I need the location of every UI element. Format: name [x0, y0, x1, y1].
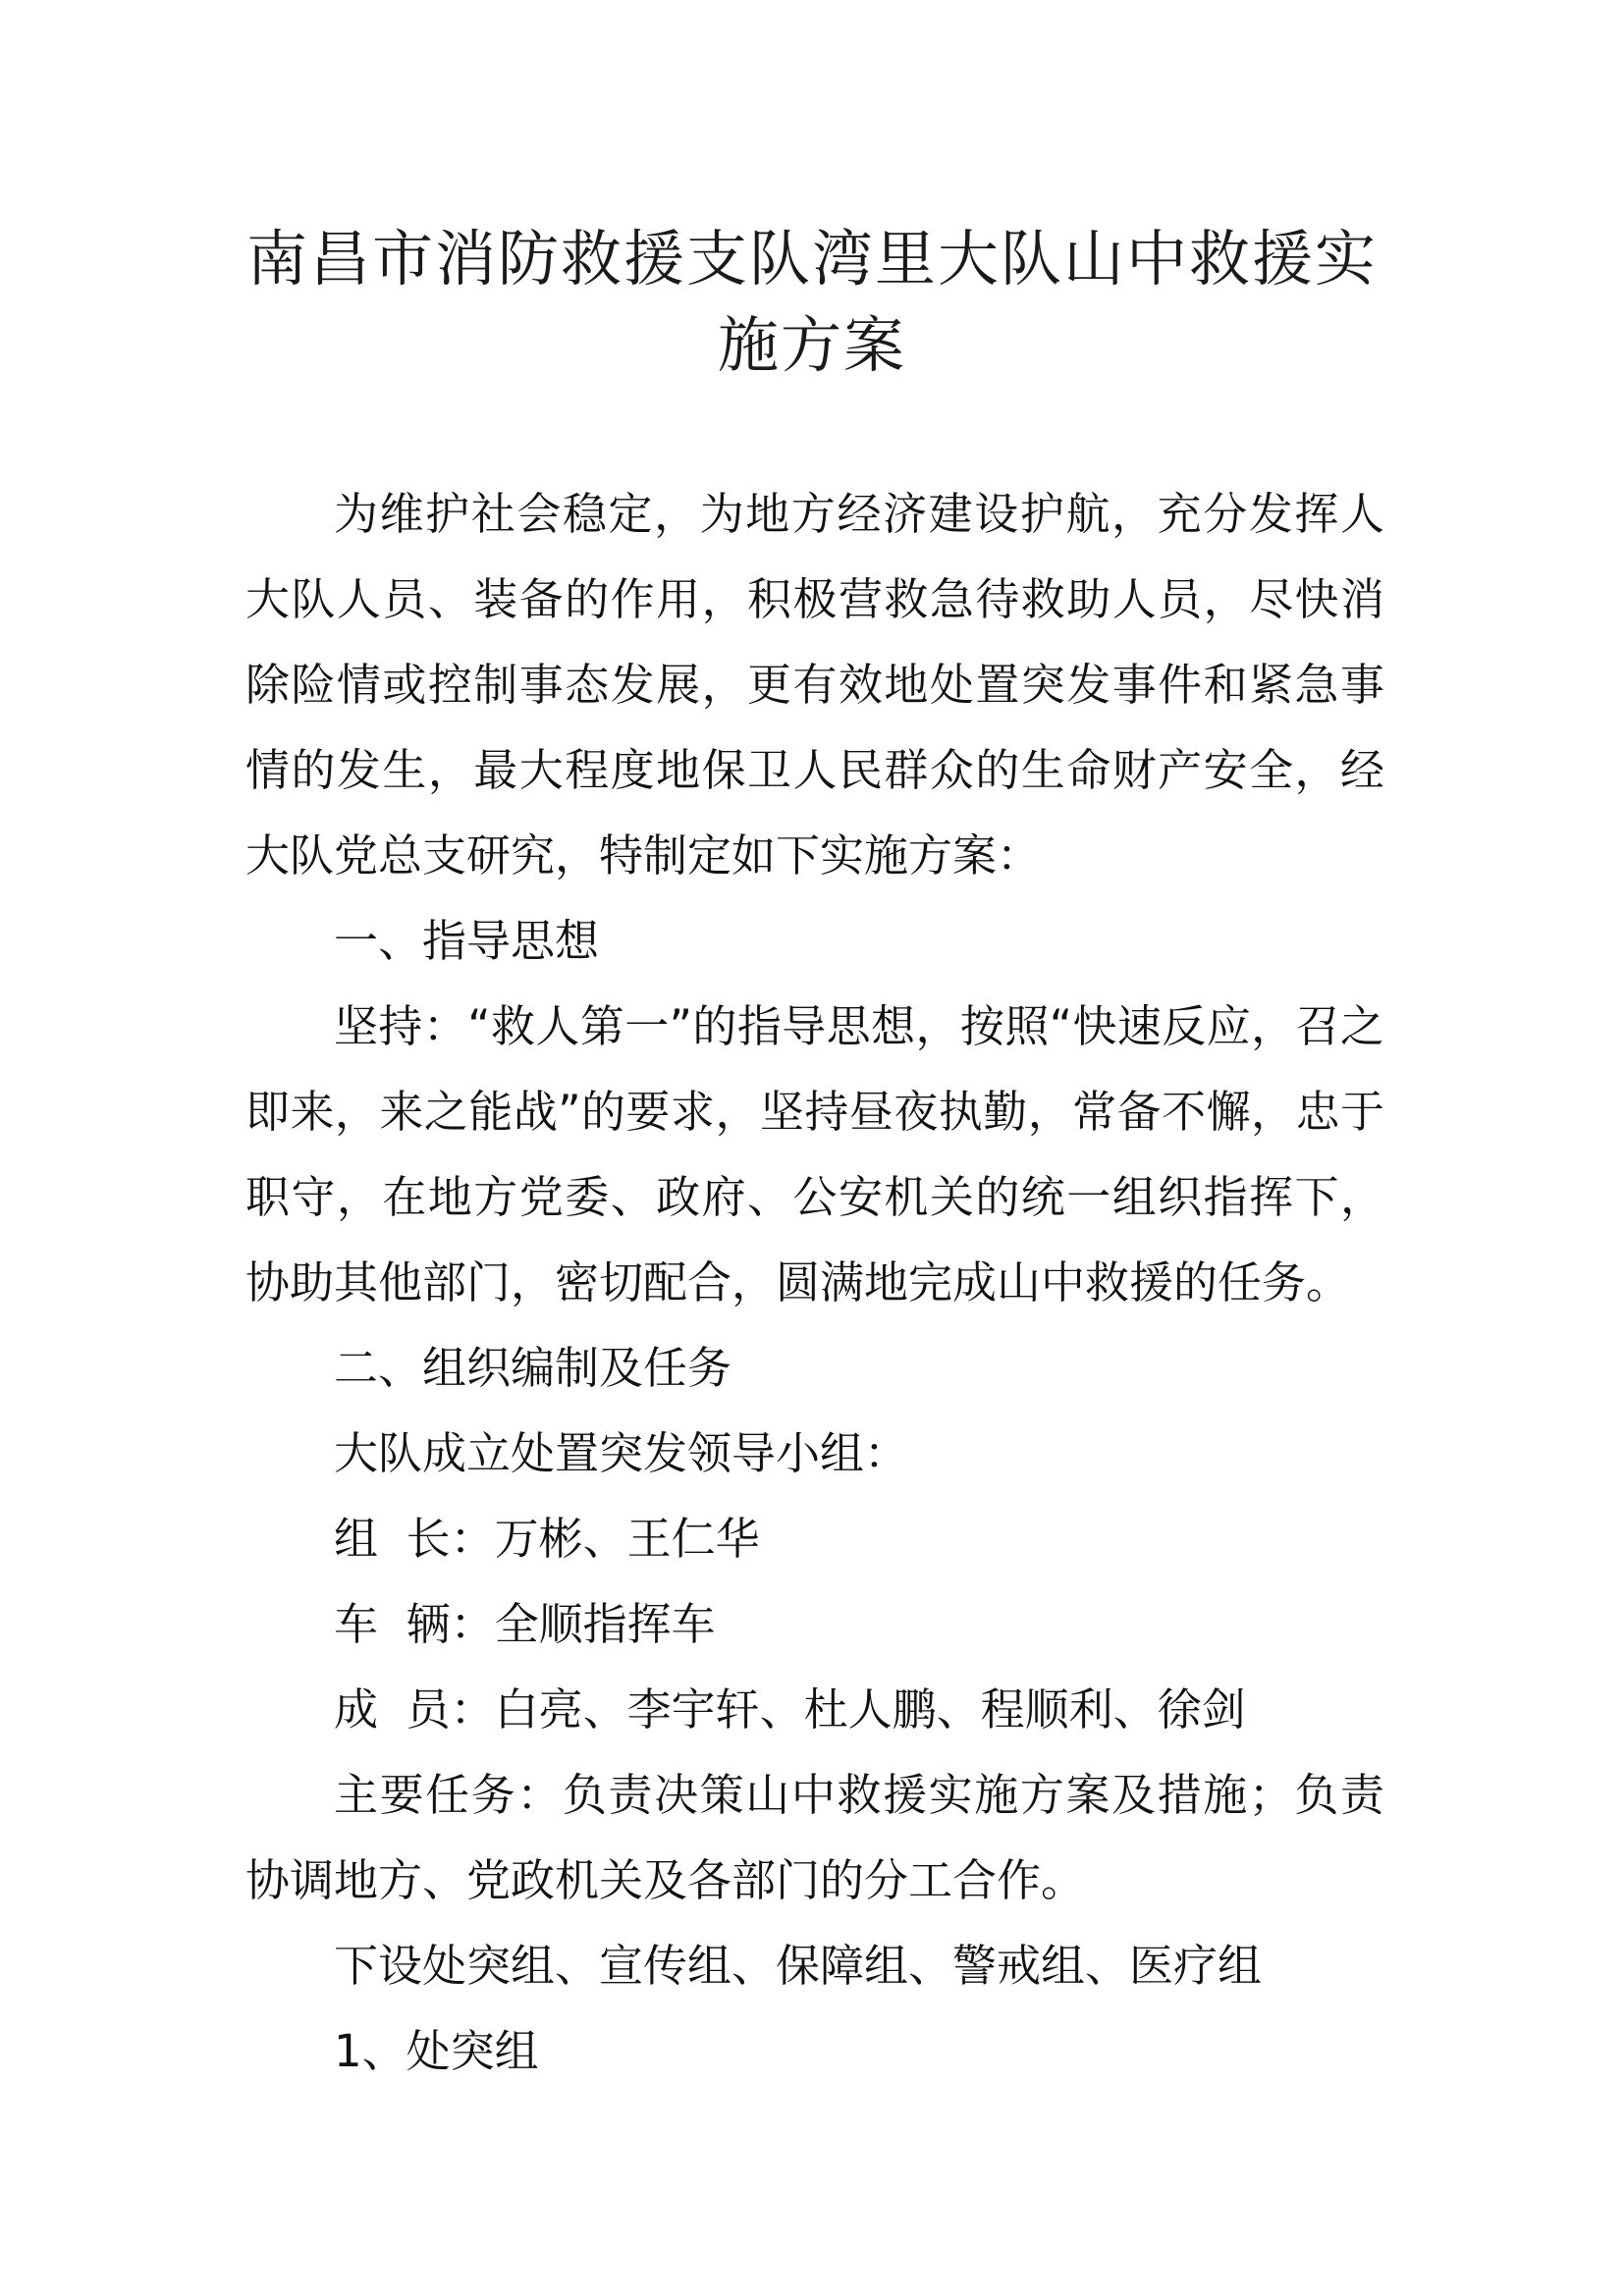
group-intro: 大队成立处置突发领导小组： — [334, 1427, 909, 1479]
vehicle-line — [245, 1581, 1384, 1667]
vehicle-label: 车 辆： — [334, 1598, 495, 1650]
title-line-1: 南昌市消防救援支队湾里大队山中救援实 — [245, 223, 1378, 294]
subgroups-line: 下设处突组、宣传组、保障组、警戒组、医疗组 — [334, 1940, 1263, 1992]
leader-label: 组 长： — [334, 1513, 495, 1565]
item-1-heading: 1、处突组 — [334, 2025, 539, 2077]
leader-value: 万彬、王仁华 — [494, 1513, 760, 1565]
intro-paragraph: 为维护社会稳定，为地方经济建设护航，充分发挥人大队人员、装备的作用，积极营救急待救助人员，尽快消除险情或控制事态发展，更有效地处置突发事件和紧急事情的发生，最大程度地保卫人民群众的生命财产安全，经大队党总支研究，特制定如下实施方案： — [245, 488, 1384, 881]
section-2-heading: 二、组织编制及任务 — [334, 1342, 732, 1394]
vehicle-value: 全顺指挥车 — [494, 1598, 716, 1650]
leader-line — [245, 1496, 1384, 1581]
members-value: 白亮、李宇轩、杜人鹏、程顺利、徐剑 — [494, 1683, 1246, 1735]
main-task-paragraph: 主要任务：负责决策山中救援实施方案及措施；负责协调地方、党政机关及各部门的分工合作。 — [245, 1769, 1384, 1906]
document-title — [196, 216, 1428, 389]
title-line-2: 施方案 — [717, 309, 906, 381]
document-body — [245, 471, 1384, 2094]
section-1-heading: 一、指导思想 — [334, 915, 600, 967]
members-label: 成 员： — [334, 1683, 495, 1735]
section-1-body: 坚持：“救人第一”的指导思想，按照“快速反应，召之即来，来之能战”的要求，坚持昼夜执勤，常备不懈，忠于职守，在地方党委、政府、公安机关的统一组织指挥下，协助其他部门，密切配合，圆满地完成山中救援的任务。 — [245, 1000, 1384, 1308]
members-line — [245, 1667, 1384, 1752]
